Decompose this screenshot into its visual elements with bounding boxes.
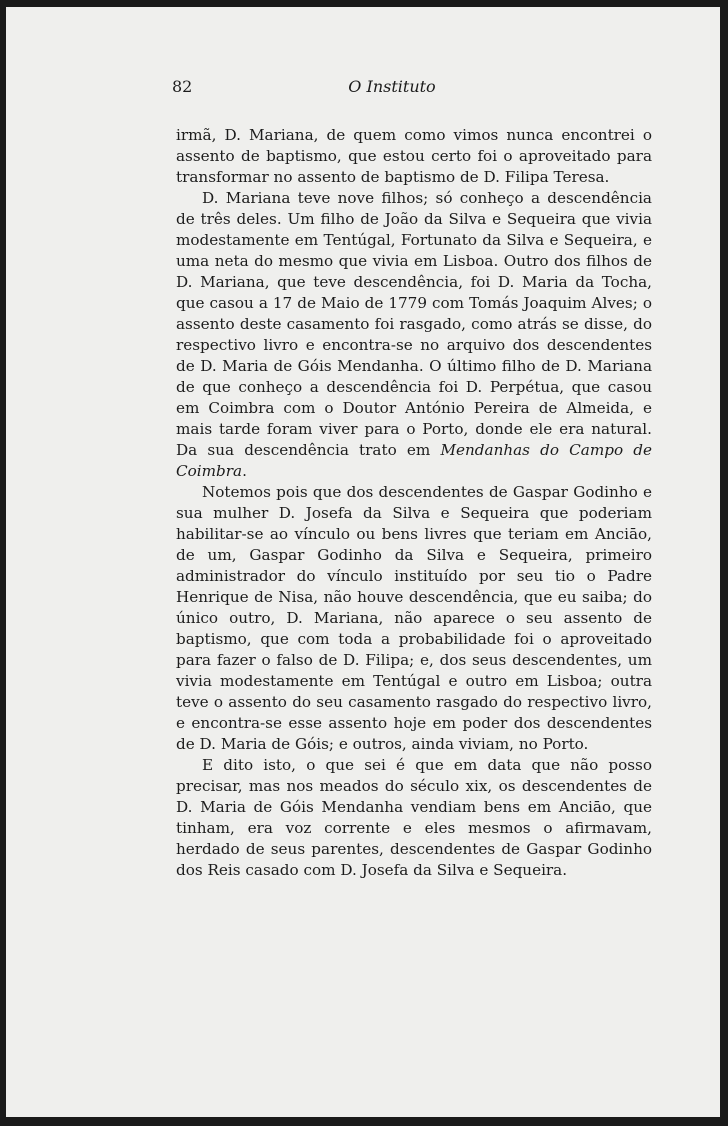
- page-body: [176, 125, 652, 881]
- paragraph-2: D. Mariana teve nove filhos; só conheço a descendência de três deles. Um filho de João da Silva e Sequeira que vivia modestamente em Tentúgal, Fortunato da Silva e Sequeira, e uma neta do mesmo que vivia em Lisboa. Outro dos filhos de D. Mariana, que teve descendência, foi D. Maria da Tocha, que casou a 17 de Maio de 1779 com Tomás Joaquim Alves; o assento deste casamento foi rasgado, como atrás se disse, do respectivo livro e encontra-se no arquivo dos descendentes de D. Maria de Góis Mendanha. O último filho de D. Mariana de que conheço a descendência foi D. Perpétua, que casou em Coimbra com o Doutor António Pereira de Almeida, e mais tarde foram viver para o Porto, donde ele era natural. Da sua descendência trato em Mendanhas do Campo de Coimbra.: [176, 189, 653, 480]
- page-number: 82: [172, 77, 193, 96]
- book-reference: Mendanhas do Campo de Coimbra: [176, 441, 653, 480]
- paragraph-4: E dito isto, o que sei é que em data que não posso precisar, mas nos meados do século xix, os descendentes de D. Maria de Góis Mendanha vendiam bens em Anciāo, que tinham, era voz corrente e eles mesmos o afirmavam, herdado de seus parentes, descendentes de Gaspar Godinho dos Reis casado com D. Josefa da Silva e Sequeira.: [176, 756, 652, 879]
- running-title: O Instituto: [348, 77, 436, 96]
- paragraph-3: Notemos pois que dos descendentes de Gaspar Godinho e sua mulher D. Josefa da Silva e Sequeira que poderiam habilitar-se ao vínculo ou bens livres que teriam em Anciāo, de um, Gaspar Godinho da Silva e Sequeira, primeiro administrador do vínculo instituído por seu tio o Padre Henrique de Nisa, não houve descendência, que eu saiba; do único outro, D. Mariana, não aparece o seu assento de baptismo, que com toda a probabilidade foi o aproveitado para fazer o falso de D. Filipa; e, dos seus descendentes, um vivia modestamente em Tentúgal e outro em Lisboa; outra teve o assento do seu casamento rasgado do respectivo livro, e encontra-se esse assento hoje em poder dos descendentes de D. Maria de Góis; e outros, ainda viviam, no Porto.: [176, 483, 652, 753]
- book-page: [6, 7, 720, 1117]
- paragraph-1: irmã, D. Mariana, de quem como vimos nunca encontrei o assento de baptismo, que estou certo foi o aproveitado para transformar no assento de baptismo de D. Filipa Teresa.: [176, 126, 652, 186]
